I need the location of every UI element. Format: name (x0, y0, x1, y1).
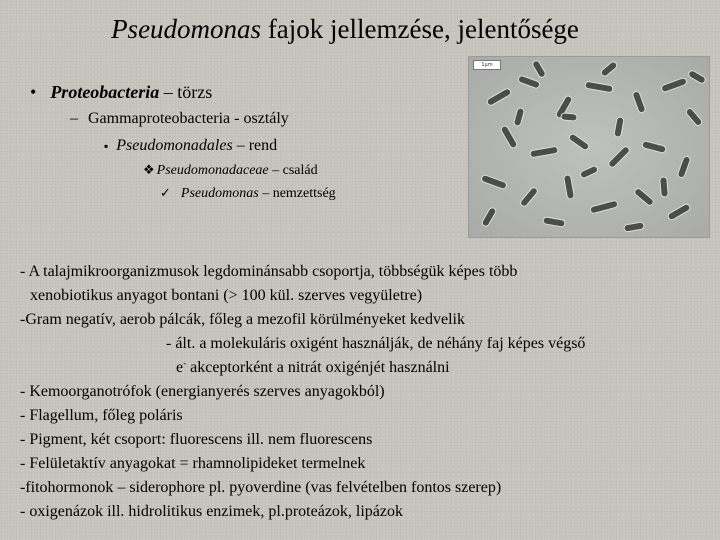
bacteria-micrograph-icon (468, 56, 710, 238)
description-line: - Kemoorganotrófok (energianyerés szerves anyagokból) (20, 383, 385, 400)
order-name: Pseudomonadales (116, 137, 233, 154)
scale-bar: 1μm (473, 60, 501, 70)
description-line: - oxigenázok ill. hidrolitikus enzimek, pl.proteázok, lipázok (20, 503, 404, 520)
description-line: - Pigment, két csoport: fluorescens ill. nem fluorescens (20, 431, 373, 448)
bullet-diamond-icon: ❖ (143, 162, 155, 177)
class-name: Gammaproteobacteria (88, 110, 231, 127)
description-line: - ált. a molekuláris oxigént használják, de néhány faj képes végső (166, 335, 586, 352)
genus-name: Pseudomonas (180, 186, 259, 201)
description-line: -fitohormonok – siderophore pl. pyoverdine (vas felvételben fontos szerep) (20, 479, 502, 496)
taxonomy-order (104, 136, 277, 156)
acceptor-rest: akceptorként a nitrát oxigénjét használni (186, 359, 450, 376)
acceptor-sup: - (183, 358, 187, 368)
phylum-name: Proteobacteria (50, 82, 160, 102)
title-rest: fajok jellemzése, jelentősége (261, 14, 579, 44)
taxonomy-class (70, 109, 289, 129)
order-suffix: – rend (232, 137, 278, 154)
bullet-dot-icon: • (30, 82, 37, 102)
description-line: xenobiotikus anyagot bontani (> 100 kül. szerves vegyületre) (30, 287, 423, 304)
acceptor-e: e (176, 359, 184, 376)
bullet-square-icon: ▪ (104, 139, 109, 153)
family-suffix: – család (268, 163, 318, 178)
slide-title (0, 12, 690, 46)
description-line: - A talajmikroorganizmusok legdominánsabb csoportja, többségük képes több (20, 263, 518, 280)
description-line: - Flagellum, főleg poláris (20, 407, 183, 424)
title-italic: Pseudomonas (111, 14, 262, 44)
description-line: - Felületaktív anyagokat = rhamnolipideket termelnek (20, 455, 366, 472)
description-line-acceptor (176, 358, 450, 378)
micrograph-drawing (469, 57, 709, 237)
bullet-check-icon: ✓ (160, 185, 171, 200)
bacterium-rod (561, 113, 578, 121)
class-suffix: - osztály (230, 110, 289, 127)
description-line: -Gram negatív, aerob pálcák, főleg a mezofil körülményeket kedvelik (20, 311, 465, 328)
genus-suffix: – nemzettség (258, 186, 336, 201)
family-name: Pseudomonadaceae (156, 163, 269, 178)
taxonomy-phylum (30, 81, 212, 103)
bullet-dash-icon: – (70, 110, 78, 127)
taxonomy-genus (160, 184, 336, 203)
bacterium-rod (660, 177, 669, 198)
phylum-suffix: – törzs (159, 82, 213, 102)
taxonomy-family (143, 161, 318, 180)
